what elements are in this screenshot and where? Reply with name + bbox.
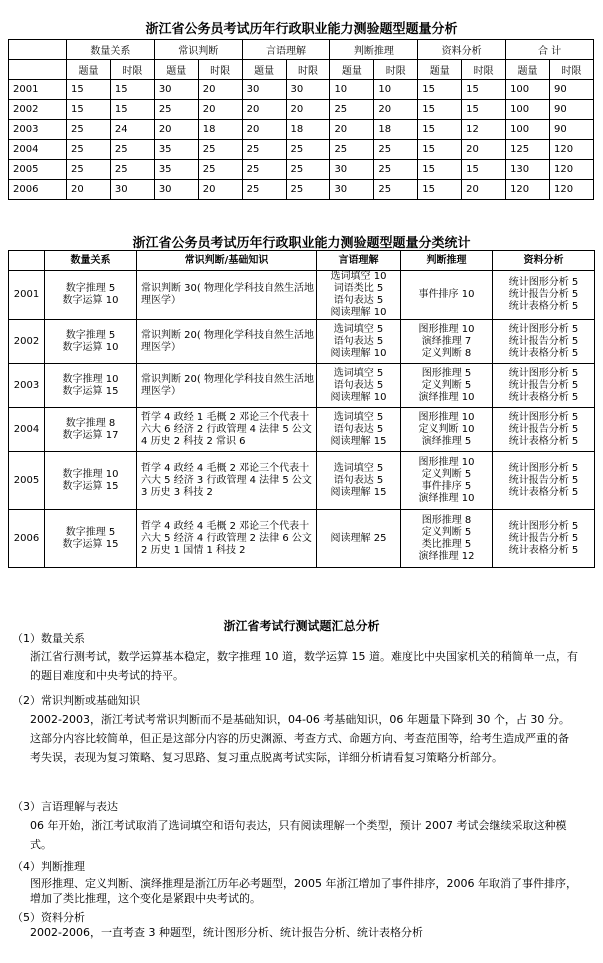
sub-header: 题量 (154, 60, 198, 80)
quantity-cell (45, 452, 137, 510)
cell-line: 图形推理 10 (418, 411, 475, 423)
cell-line: 统计报告分析 5 (508, 335, 579, 347)
data-analysis-cell (493, 408, 595, 452)
value-cell: 100 (506, 80, 550, 100)
year-cell: 2001 (9, 80, 67, 100)
value-cell: 15 (418, 160, 462, 180)
value-cell: 20 (242, 100, 286, 120)
value-cell: 20 (286, 100, 330, 120)
year-cell: 2002 (9, 100, 67, 120)
year-cell: 2003 (9, 364, 45, 408)
value-cell: 100 (506, 120, 550, 140)
value-cell: 25 (67, 120, 111, 140)
cell-line: 图形推理 8 (421, 514, 472, 526)
cell-line: 选词填空 10 (330, 271, 387, 282)
value-cell: 25 (374, 160, 418, 180)
cell-line: 统计表格分析 5 (508, 435, 579, 447)
table-row (9, 80, 594, 100)
cell-line: 统计图形分析 5 (508, 277, 579, 288)
column-header: 判断推理 (401, 251, 493, 271)
section-heading: （5）资料分析 (12, 911, 85, 924)
column-header: 资料分析 (493, 251, 595, 271)
value-cell: 30 (154, 180, 198, 200)
cell-line: 演绎推理 10 (418, 492, 475, 504)
table-row (9, 100, 594, 120)
cell-line: 统计表格分析 5 (508, 301, 579, 312)
quantity-cell (45, 320, 137, 364)
value-cell: 25 (198, 140, 242, 160)
quantity-cell (45, 408, 137, 452)
cell-line: 语句表达 5 (333, 423, 384, 435)
table1-title: 浙江省公务员考试历年行政职业能力测验题型题量分析 (145, 22, 458, 37)
knowledge-cell: 哲学 4 政经 1 毛概 2 邓论三个代表十六大 6 经济 2 行政管理 4 法律 5 公文 4 历史 2 科技 2 常识 6 (137, 408, 317, 452)
cell-line: 数字推理 10 (62, 468, 119, 480)
reasoning-cell (401, 271, 493, 320)
column-header: 言语理解 (317, 251, 401, 271)
section-body: 2002-2003，浙江考试考常识判断而不是基础知识，04-06 考基础知识，06 年题量下降到 30 个，占 30 分。这部分内容比较简单，但正是这部分内容的历史渊源、考查方式、命题方向、考查范围等，给考生造成严重的备考失误，表现为复习策略、复习思路、复习重点脱离考试实际，详细分析请看复习策略分析部分。 (30, 713, 570, 764)
cell-line: 语句表达 5 (333, 474, 384, 486)
subheader-row (9, 60, 594, 80)
cell-line: 阅读理解 10 (330, 347, 387, 359)
cell-line: 演绎推理 10 (418, 391, 475, 403)
year-cell: 2005 (9, 160, 67, 180)
cell-line: 数字推理 10 (62, 373, 119, 385)
verbal-cell (317, 510, 401, 568)
quantity-cell (45, 510, 137, 568)
reasoning-cell (401, 510, 493, 568)
value-cell: 15 (418, 80, 462, 100)
cell-line: 定义判断 5 (421, 468, 472, 480)
value-cell: 15 (67, 100, 111, 120)
question-type-table (8, 250, 595, 568)
cell-line: 阅读理解 25 (330, 532, 387, 544)
data-analysis-cell (493, 364, 595, 408)
year-cell: 2001 (9, 271, 45, 320)
value-cell: 15 (418, 180, 462, 200)
quantity-cell (45, 364, 137, 408)
value-cell: 25 (374, 140, 418, 160)
section-heading: （1）数量关系 (12, 632, 85, 645)
category-header: 资料分析 (418, 40, 506, 60)
cell-line: 统计图形分析 5 (508, 520, 579, 532)
table-row (9, 120, 594, 140)
value-cell: 25 (110, 140, 154, 160)
table-row (9, 510, 595, 568)
value-cell: 100 (506, 100, 550, 120)
table-row (9, 271, 595, 320)
cell-line: 数字推理 5 (65, 283, 116, 294)
header-row (9, 251, 595, 271)
cell-line: 图形推理 10 (418, 323, 475, 335)
header-corner (9, 60, 67, 80)
cell-line: 选词填空 5 (333, 367, 384, 379)
value-cell: 30 (330, 160, 374, 180)
table-row (9, 180, 594, 200)
value-cell: 25 (286, 140, 330, 160)
year-cell: 2004 (9, 140, 67, 160)
cell-line: 演绎推理 5 (421, 435, 472, 447)
value-cell: 10 (330, 80, 374, 100)
knowledge-cell: 哲学 4 政经 4 毛概 2 邓论三个代表十六大 5 经济 4 行政管理 2 法律 6 公文 2 历史 1 国情 1 科技 2 (137, 510, 317, 568)
table-row (9, 452, 595, 510)
cell-line: 定义判断 10 (418, 423, 475, 435)
header-corner (9, 40, 67, 60)
cell-line: 阅读理解 10 (330, 391, 387, 403)
value-cell: 24 (110, 120, 154, 140)
value-cell: 30 (242, 80, 286, 100)
verbal-cell (317, 364, 401, 408)
reasoning-cell (401, 364, 493, 408)
section-heading: （4）判断推理 (12, 860, 85, 873)
value-cell: 25 (67, 160, 111, 180)
value-cell: 20 (67, 180, 111, 200)
cell-line: 数字推理 5 (65, 329, 116, 341)
value-cell: 20 (154, 120, 198, 140)
cell-line: 事件排序 5 (421, 480, 472, 492)
category-header: 数量关系 (67, 40, 155, 60)
cell-line: 统计图形分析 5 (508, 367, 579, 379)
value-cell: 20 (242, 120, 286, 140)
cell-line: 选词填空 5 (333, 323, 384, 335)
category-header: 合 计 (506, 40, 594, 60)
section-body: 06 年开始，浙江考试取消了选词填空和语句表达，只有阅读理解一个类型，预计 2007 考试会继续采取这种模式。 (30, 819, 567, 851)
header-corner (9, 251, 45, 271)
category-header: 判断推理 (330, 40, 418, 60)
column-header: 数量关系 (45, 251, 137, 271)
value-cell: 18 (286, 120, 330, 140)
value-cell: 20 (198, 80, 242, 100)
cell-line: 数字推理 8 (65, 417, 116, 429)
value-cell: 15 (418, 100, 462, 120)
value-cell: 30 (154, 80, 198, 100)
value-cell: 25 (154, 100, 198, 120)
value-cell: 120 (549, 140, 593, 160)
table2-title: 浙江省公务员考试历年行政职业能力测验题型题量分类统计 (132, 236, 471, 251)
value-cell: 130 (506, 160, 550, 180)
section-body: 2002-2006，一直考查 3 种题型，统计图形分析、统计报告分析、统计表格分析 (30, 926, 423, 939)
value-cell: 90 (549, 100, 593, 120)
cell-line: 统计表格分析 5 (508, 347, 579, 359)
cell-line: 数字运算 15 (62, 480, 119, 492)
knowledge-cell: 常识判断 20( 物理化学科技自然生活地理医学） (137, 320, 317, 364)
value-cell: 25 (330, 140, 374, 160)
value-cell: 25 (374, 180, 418, 200)
cell-line: 统计图形分析 5 (508, 462, 579, 474)
value-cell: 20 (330, 120, 374, 140)
section-body: 图形推理、定义判断、演绎推理是浙江历年必考题型，2005 年浙江增加了事件排序，2006 年取消了事件排序，增加了类比推理，这个变化是紧跟中央考试的。 (30, 877, 577, 905)
cell-line: 数字运算 15 (62, 385, 119, 397)
cell-line: 语句表达 5 (333, 295, 384, 306)
cell-line: 选词填空 5 (333, 411, 384, 423)
sub-header: 题量 (330, 60, 374, 80)
cell-line: 阅读理解 15 (330, 486, 387, 498)
section-heading: （2）常识判断或基础知识 (12, 694, 140, 707)
cell-line: 统计报告分析 5 (508, 532, 579, 544)
cell-line: 语句表达 5 (333, 335, 384, 347)
value-cell: 25 (110, 160, 154, 180)
year-cell: 2003 (9, 120, 67, 140)
sub-header: 时限 (374, 60, 418, 80)
data-analysis-cell (493, 510, 595, 568)
cell-line: 事件排序 10 (418, 289, 475, 300)
cell-line: 演绎推理 7 (421, 335, 472, 347)
cell-line: 统计图形分析 5 (508, 411, 579, 423)
cell-line: 统计报告分析 5 (508, 423, 579, 435)
value-cell: 15 (462, 80, 506, 100)
cell-line: 数字运算 10 (62, 341, 119, 353)
value-cell: 25 (330, 100, 374, 120)
value-cell: 25 (242, 140, 286, 160)
sub-header: 时限 (286, 60, 330, 80)
cell-line: 统计报告分析 5 (508, 379, 579, 391)
value-cell: 120 (549, 180, 593, 200)
sub-header: 时限 (549, 60, 593, 80)
value-cell: 15 (110, 80, 154, 100)
table-row (9, 364, 595, 408)
value-cell: 15 (418, 120, 462, 140)
sub-header: 时限 (198, 60, 242, 80)
value-cell: 25 (67, 140, 111, 160)
value-cell: 15 (67, 80, 111, 100)
cell-line: 语句表达 5 (333, 379, 384, 391)
cell-line: 阅读理解 10 (330, 307, 387, 318)
cell-line: 统计表格分析 5 (508, 391, 579, 403)
value-cell: 10 (374, 80, 418, 100)
sub-header: 时限 (462, 60, 506, 80)
value-cell: 25 (198, 160, 242, 180)
cell-line: 演绎推理 12 (418, 550, 475, 562)
knowledge-cell: 常识判断 20( 物理化学科技自然生活地理医学） (137, 364, 317, 408)
table-row (9, 408, 595, 452)
summary-title: 浙江省考试行测试题汇总分析 (223, 619, 380, 633)
cell-line: 定义判断 5 (421, 379, 472, 391)
category-header: 言语理解 (242, 40, 330, 60)
year-cell: 2006 (9, 180, 67, 200)
table-row (9, 140, 594, 160)
table-row (9, 320, 595, 364)
data-analysis-cell (493, 320, 595, 364)
sub-header: 题量 (418, 60, 462, 80)
sub-header: 题量 (506, 60, 550, 80)
cell-line: 统计报告分析 5 (508, 474, 579, 486)
cell-line: 数字运算 15 (62, 538, 119, 550)
sub-header: 题量 (242, 60, 286, 80)
year-cell: 2004 (9, 408, 45, 452)
value-cell: 15 (110, 100, 154, 120)
quantity-cell (45, 271, 137, 320)
cell-line: 统计报告分析 5 (508, 289, 579, 300)
value-cell: 15 (462, 100, 506, 120)
table-row (9, 160, 594, 180)
value-cell: 20 (198, 100, 242, 120)
sub-header: 题量 (67, 60, 111, 80)
cell-line: 数字运算 10 (62, 295, 119, 306)
value-cell: 125 (506, 140, 550, 160)
value-cell: 20 (462, 140, 506, 160)
value-cell: 90 (549, 120, 593, 140)
value-cell: 25 (286, 160, 330, 180)
value-cell: 30 (286, 80, 330, 100)
reasoning-cell (401, 408, 493, 452)
value-cell: 12 (462, 120, 506, 140)
reasoning-cell (401, 320, 493, 364)
cell-line: 定义判断 5 (421, 526, 472, 538)
cell-line: 选词填空 5 (333, 462, 384, 474)
cell-line: 数字推理 5 (65, 526, 116, 538)
verbal-cell (317, 271, 401, 320)
value-cell: 15 (462, 160, 506, 180)
column-header: 常识判断/基础知识 (137, 251, 317, 271)
value-cell: 35 (154, 140, 198, 160)
cell-line: 图形推理 5 (421, 367, 472, 379)
cell-line: 图形推理 10 (418, 456, 475, 468)
value-cell: 20 (198, 180, 242, 200)
value-cell: 20 (374, 100, 418, 120)
year-cell: 2005 (9, 452, 45, 510)
cell-line: 词语类比 5 (333, 283, 384, 294)
knowledge-cell: 常识判断 30( 物理化学科技自然生活地理医学） (137, 271, 317, 320)
verbal-cell (317, 320, 401, 364)
cell-line: 统计图形分析 5 (508, 323, 579, 335)
year-cell: 2006 (9, 510, 45, 568)
knowledge-cell: 哲学 4 政经 4 毛概 2 邓论三个代表十六大 5 经济 3 行政管理 4 法律 5 公文 3 历史 3 科技 2 (137, 452, 317, 510)
cell-line: 阅读理解 15 (330, 435, 387, 447)
cell-line: 定义判断 8 (421, 347, 472, 359)
value-cell: 15 (418, 140, 462, 160)
value-cell: 30 (330, 180, 374, 200)
cell-line: 数字运算 17 (62, 429, 119, 441)
question-count-table (8, 39, 594, 200)
value-cell: 30 (110, 180, 154, 200)
header-row (9, 40, 594, 60)
value-cell: 18 (374, 120, 418, 140)
cell-line: 统计表格分析 5 (508, 486, 579, 498)
verbal-cell (317, 452, 401, 510)
verbal-cell (317, 408, 401, 452)
value-cell: 120 (549, 160, 593, 180)
value-cell: 25 (242, 180, 286, 200)
cell-line: 统计表格分析 5 (508, 544, 579, 556)
value-cell: 25 (242, 160, 286, 180)
value-cell: 25 (286, 180, 330, 200)
category-header: 常识判断 (154, 40, 242, 60)
sub-header: 时限 (110, 60, 154, 80)
value-cell: 120 (506, 180, 550, 200)
data-analysis-cell (493, 271, 595, 320)
reasoning-cell (401, 452, 493, 510)
value-cell: 90 (549, 80, 593, 100)
value-cell: 20 (462, 180, 506, 200)
cell-line: 类比推理 5 (421, 538, 472, 550)
section-heading: （3）言语理解与表达 (12, 800, 118, 813)
year-cell: 2002 (9, 320, 45, 364)
section-body: 浙江省行测考试，数学运算基本稳定，数字推理 10 道，数学运算 15 道。难度比中央国家机关的稍简单一点，有的题目难度和中央考试的持平。 (30, 650, 578, 682)
value-cell: 18 (198, 120, 242, 140)
data-analysis-cell (493, 452, 595, 510)
value-cell: 35 (154, 160, 198, 180)
